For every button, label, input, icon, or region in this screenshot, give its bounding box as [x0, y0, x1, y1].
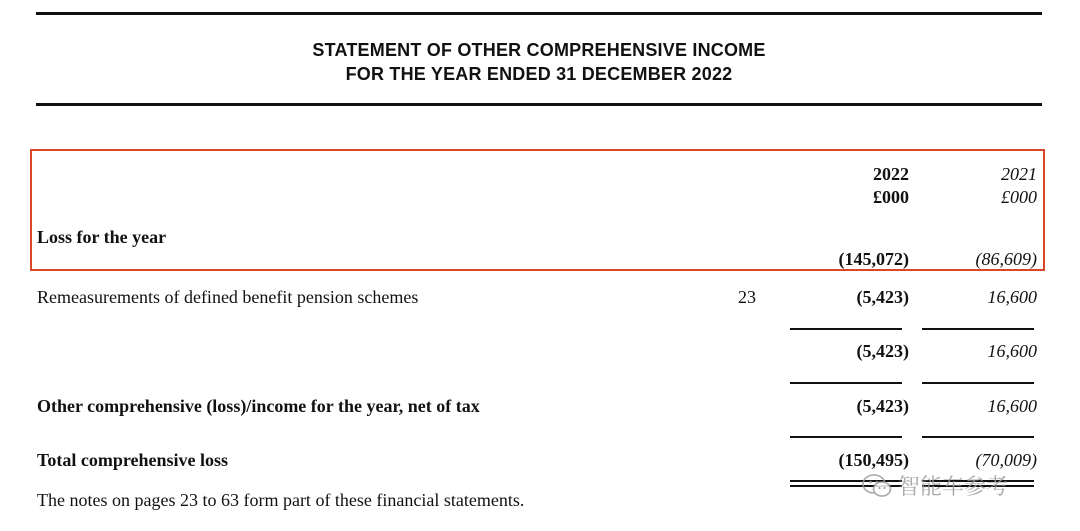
top-rule: [36, 12, 1042, 15]
wechat-icon: [862, 473, 892, 499]
other-comprehensive-2022: (5,423): [856, 396, 909, 416]
column-header-2021-unit: £000: [1001, 187, 1037, 207]
underline-2022: [790, 436, 902, 438]
underline-2021: [922, 382, 1034, 384]
remeasurements-2022: (5,423): [856, 287, 909, 307]
watermark: [862, 470, 1008, 501]
loss-for-year-label: Loss for the year: [37, 227, 167, 247]
other-comprehensive-label: Other comprehensive (loss)/income for the year, net of tax: [37, 396, 480, 416]
remeasurements-label: Remeasurements of defined benefit pension schemes: [37, 287, 419, 307]
loss-for-year-2021: (86,609): [975, 249, 1037, 269]
loss-for-year-2022: (145,072): [838, 249, 909, 269]
other-comprehensive-2021: 16,600: [987, 396, 1037, 416]
underline-2022: [790, 382, 902, 384]
subtotal-2022: (5,423): [856, 341, 909, 361]
header-rule: [36, 103, 1042, 106]
column-header-2022-unit: £000: [873, 187, 909, 207]
footer-note: The notes on pages 23 to 63 form part of these financial statements.: [37, 490, 525, 510]
column-header-2021-year: 2021: [1001, 164, 1037, 184]
statement-title: STATEMENT OF OTHER COMPREHENSIVE INCOME: [312, 40, 766, 60]
statement-period: FOR THE YEAR ENDED 31 DECEMBER 2022: [345, 64, 733, 84]
column-header-2022-year: 2022: [873, 164, 909, 184]
total-comprehensive-2022: (150,495): [838, 450, 909, 470]
underline-2021: [922, 436, 1034, 438]
underline-2022: [790, 328, 902, 330]
watermark-text: 智能车参考: [898, 475, 1009, 500]
underline-2021: [922, 328, 1034, 330]
remeasurements-note: 23: [738, 287, 756, 307]
remeasurements-2021: 16,600: [987, 287, 1037, 307]
total-comprehensive-label: Total comprehensive loss: [37, 450, 229, 470]
total-comprehensive-2021: (70,009): [975, 450, 1037, 470]
subtotal-2021: 16,600: [987, 341, 1037, 361]
